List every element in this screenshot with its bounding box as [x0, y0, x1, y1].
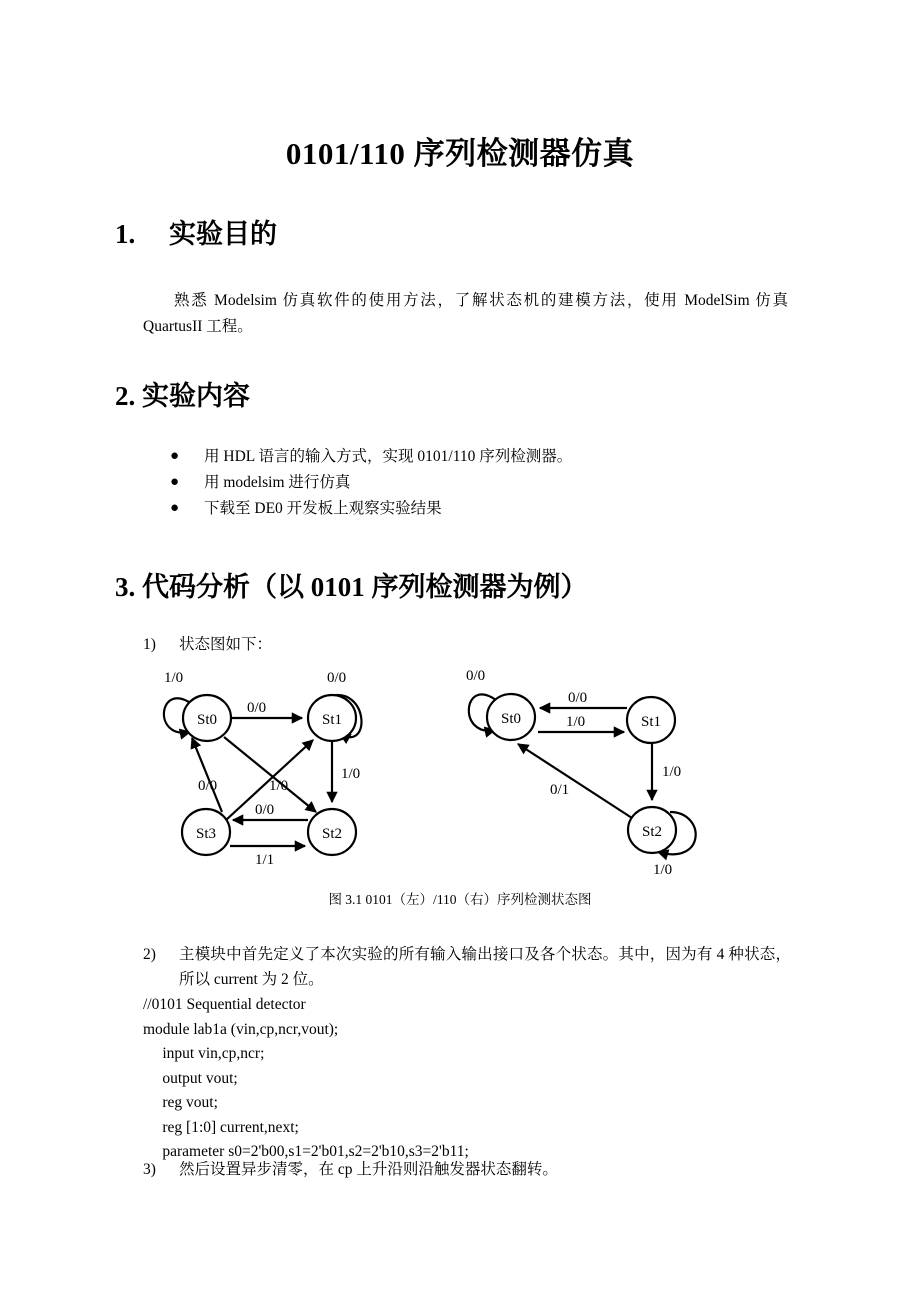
intro-paragraph: 熟悉 Modelsim 仿真软件的使用方法，了解状态机的建模方法，使用 ModelSim 仿真 QuartusII 工程。 [143, 292, 788, 335]
list-item-label: 下载至 DE0 开发板上观察实验结果 [204, 500, 442, 517]
state-node-label-st3: St3 [195, 826, 217, 842]
page-title: 0101/110 序列检测器仿真 [285, 136, 635, 171]
list-item [170, 470, 770, 495]
list-item-label: 用 HDL 语言的输入方式，实现 0101/110 序列检测器。 [204, 448, 573, 465]
edge-label-st2-st3: 0/0 [255, 802, 275, 818]
edge-label-r-st0-self: 0/0 [466, 668, 486, 684]
edge-label-st1-self: 0/0 [327, 670, 347, 686]
code-line: reg [1:0] current,next; [143, 1118, 299, 1136]
heading-experiment-content: 2. 实验内容 [115, 381, 250, 411]
figure-caption: 图 3.1 0101（左）/110（右）序列检测状态图 [328, 892, 592, 907]
code-line: module lab1a (vin,cp,ncr,vout); [143, 1020, 339, 1038]
experiment-content-list [170, 444, 770, 522]
numbered-item-label: 主模块中首先定义了本次实验的所有输入输出接口及各个状态。其中，因为有 4 种状态，所以 current 为 2 位。 [179, 946, 791, 988]
edge-label-r-st1-st0: 0/0 [568, 690, 588, 706]
list-item-label: 用 modelsim 进行仿真 [204, 474, 351, 491]
edge-label-st0-st1: 0/0 [247, 700, 267, 716]
edge-st0-st2 [224, 737, 316, 812]
list-item [170, 444, 770, 469]
edge-label-st0-st2: 1/0 [269, 778, 289, 794]
state-diagram-figure [150, 660, 750, 880]
state-node-label-st1: St1 [321, 712, 343, 728]
numbered-item-label: 然后设置异步清零，在 cp 上升沿则沿触发器状态翻转。 [179, 1161, 558, 1178]
code-line: output vout; [143, 1069, 238, 1087]
state-node-label-st2: St2 [321, 826, 343, 842]
edge-label-r-st2-self: 1/0 [653, 862, 673, 878]
verilog-code-block [143, 993, 743, 1165]
numbered-item-marker: 2) [143, 946, 156, 963]
right-state-diagram [466, 668, 696, 878]
bullet-icon: ● [170, 474, 180, 490]
edge-st3-st0 [192, 738, 222, 812]
edge-label-r-st1-st2: 1/0 [662, 764, 682, 780]
left-state-diagram [164, 670, 362, 868]
bullet-icon: ● [170, 500, 180, 516]
edge-label-st0-self: 1/0 [164, 670, 184, 686]
list-item [170, 496, 770, 521]
state-node-label-r-st0: St0 [500, 711, 522, 727]
numbered-item-marker: 1) [143, 636, 156, 653]
heading-code-analysis: 3. 代码分析（以 0101 序列检测器为例） [115, 572, 588, 602]
edge-label-r-st2-st0: 0/1 [550, 782, 570, 798]
numbered-item-1 [143, 632, 643, 657]
numbered-item-3 [143, 1157, 703, 1182]
edge-label-r-st0-st1: 1/0 [566, 714, 586, 730]
numbered-item-marker: 3) [143, 1161, 156, 1178]
state-node-label-r-st1: St1 [640, 714, 662, 730]
bullet-icon: ● [170, 448, 180, 464]
code-line: reg vout; [143, 1094, 218, 1111]
code-line: parameter s0=2'b00,s1=2'b01,s2=2'b10,s3=2'b11; [143, 1143, 469, 1160]
numbered-item-2 [143, 942, 791, 992]
code-line: input vin,cp,ncr; [143, 1045, 265, 1062]
state-node-label-st0: St0 [196, 712, 218, 728]
heading-experiment-purpose: 1. 实验目的 [115, 219, 277, 249]
edge-label-st3-st0: 0/0 [198, 778, 218, 794]
state-node-label-r-st2: St2 [641, 824, 663, 840]
edge-label-st1-st2: 1/0 [341, 766, 361, 782]
edge-r-st2-st0 [518, 744, 632, 818]
code-line: //0101 Sequential detector [143, 996, 306, 1013]
numbered-item-label: 状态图如下： [179, 636, 273, 653]
edge-label-st3-st2: 1/1 [255, 852, 275, 868]
